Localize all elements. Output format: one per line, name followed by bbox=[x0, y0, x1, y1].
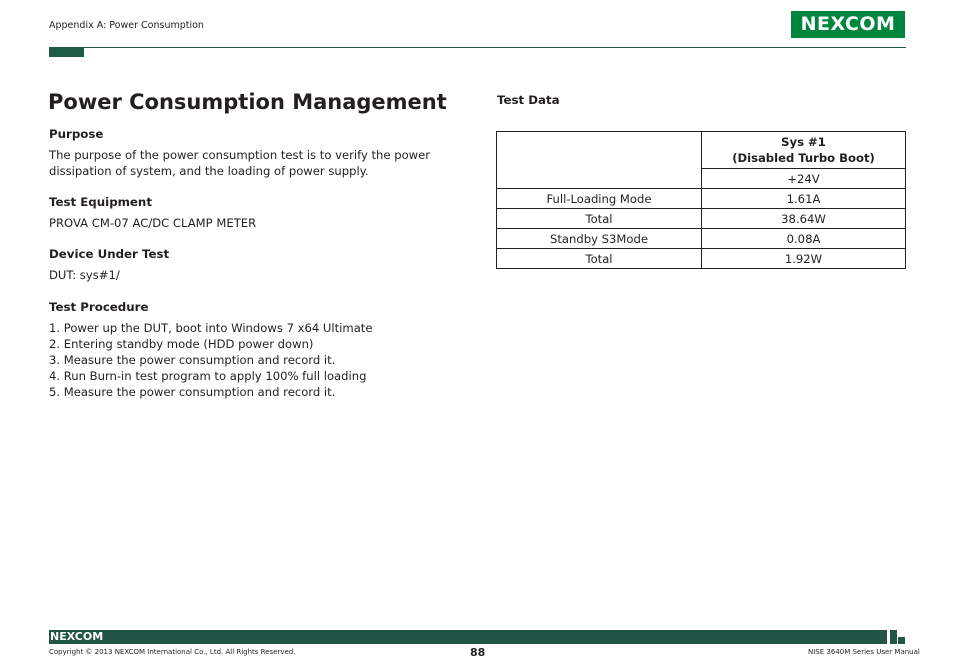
footer-square-icon bbox=[890, 630, 897, 637]
test-data-table bbox=[496, 131, 906, 269]
test-equipment-text: PROVA CM-07 AC/DC CLAMP METER bbox=[49, 216, 257, 230]
footer-nexcom-logo: NEXCOM bbox=[50, 630, 104, 643]
footer-square-icon bbox=[898, 637, 905, 644]
device-under-test-text: DUT: sys#1/ bbox=[49, 268, 120, 282]
row-label: Total bbox=[497, 249, 702, 269]
page-title: Power Consumption Management bbox=[48, 90, 447, 114]
column-header-line2: (Disabled Turbo Boot) bbox=[732, 151, 875, 165]
footer-manual-title: NISE 3640M Series User Manual bbox=[808, 648, 920, 656]
test-data-heading: Test Data bbox=[497, 93, 560, 107]
procedure-step: 5. Measure the power consumption and record it. bbox=[49, 385, 336, 399]
column-header-line1: Sys #1 bbox=[781, 135, 826, 149]
procedure-step: 3. Measure the power consumption and record it. bbox=[49, 353, 336, 367]
row-value: 38.64W bbox=[702, 209, 906, 229]
test-procedure-list bbox=[49, 320, 372, 400]
row-value: 0.08A bbox=[702, 229, 906, 249]
nexcom-logo: NEXCOM bbox=[791, 11, 905, 38]
row-label: Total bbox=[497, 209, 702, 229]
purpose-text: The purpose of the power consumption test is to verify the power dissipation of system, and the loading of power supply. bbox=[49, 148, 431, 178]
footer-bar bbox=[49, 630, 887, 644]
footer-square-icon bbox=[890, 637, 897, 644]
procedure-step: 4. Run Burn-in test program to apply 100% full loading bbox=[49, 369, 367, 383]
header-rule bbox=[49, 47, 906, 48]
row-label: Standby S3Mode bbox=[497, 229, 702, 249]
test-equipment-heading: Test Equipment bbox=[49, 195, 152, 209]
table-header-row bbox=[497, 132, 906, 169]
row-label: Full-Loading Mode bbox=[497, 189, 702, 209]
voltage-cell: +24V bbox=[702, 169, 906, 189]
table-row bbox=[497, 209, 906, 229]
row-value: 1.61A bbox=[702, 189, 906, 209]
table-column-header bbox=[702, 132, 906, 169]
header-tab-marker bbox=[49, 48, 84, 57]
test-procedure-heading: Test Procedure bbox=[49, 300, 149, 314]
header-section-title: Appendix A: Power Consumption bbox=[49, 20, 204, 31]
page-number: 88 bbox=[470, 646, 486, 659]
table-row bbox=[497, 249, 906, 269]
procedure-step: 2. Entering standby mode (HDD power down) bbox=[49, 337, 314, 351]
purpose-heading: Purpose bbox=[49, 127, 104, 141]
table-row bbox=[497, 189, 906, 209]
footer-copyright: Copyright © 2013 NEXCOM International Co., Ltd. All Rights Reserved. bbox=[49, 648, 296, 656]
table-empty-cell bbox=[497, 132, 702, 189]
table-row bbox=[497, 229, 906, 249]
device-under-test-heading: Device Under Test bbox=[49, 247, 170, 261]
procedure-step: 1. Power up the DUT, boot into Windows 7 x64 Ultimate bbox=[49, 321, 373, 335]
row-value: 1.92W bbox=[702, 249, 906, 269]
